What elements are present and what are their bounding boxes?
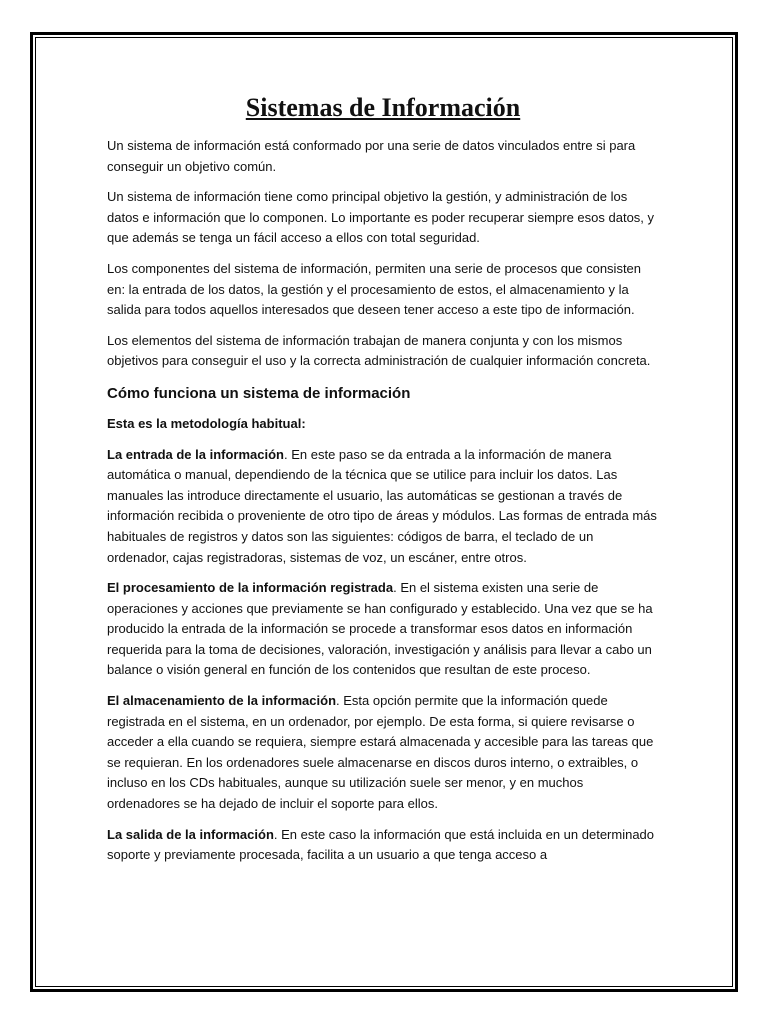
intro-paragraph-2: Un sistema de información tiene como principal objetivo la gestión, y administración de los datos e información que lo componen. Lo importante es poder recuperar siempre esos datos, y que además se tenga un fácil acceso a ellos con total seguridad. [107,189,655,246]
document-title: Sistemas de Información [245,93,521,122]
step-term: La salida de la información [107,826,274,842]
intro-paragraph-1: Un sistema de información está conformado por una serie de datos vinculados entre si para conseguir un objetivo común. [107,138,636,174]
step-paragraph-4 [107,825,659,866]
step-text: . En este paso se da entrada a la información de manera automática o manual, dependiendo de la técnica que se utilice para incluir los datos. Las manuales las introduce directamente el usuario, las automáticas se gestionan a través de información recibida o proveniente de otro tipo de áreas y módulos. Las formas de entrada más habituales de registros y datos son las siguientes: códigos de barra, el teclado de un ordenador, cajas registradoras, sistemas de voz, un escáner, entre otros. [107,446,657,565]
step-text: . Esta opción permite que la información quede registrada en el sistema, en un ordenador, por ejemplo. De esta forma, si quiere revisarse o acceder a ella cuando se requiera, siempre estará almacenada y accesible para las tareas que se requieran. En los ordenadores suele almacenarse en discos duros interno, o extraibles, o incluso en los CDs habituales, aunque su utilización suele ser menor, y en muchos ordenadores se ha dejado de incluir el soporte para ellos. [107,693,654,812]
step-paragraph-1 [107,445,659,569]
section-heading: Cómo funciona un sistema de información [107,384,411,402]
step-text: . En este caso la información que está incluida en un determinado soporte y previamente procesada, facilita a un usuario a que tenga acceso a [107,826,655,863]
step-paragraph-3 [107,691,659,815]
step-term: El almacenamiento de la información [107,693,337,709]
intro-paragraph-3: Los componentes del sistema de información, permiten una serie de procesos que consisten en: la entrada de los datos, la gestión y el procesamiento de estos, el almacenamiento y la salida para todos aquellos interesados que deseen tener acceso a este tipo de información. [107,260,642,318]
step-term: La entrada de la información [107,446,284,462]
document-body [107,92,659,876]
step-paragraph-2 [107,578,659,681]
step-text: . En el sistema existen una serie de operaciones y acciones que previamente se han configurado y establecido. Una vez que se ha producido la entrada de la información se procede a transformar esos datos en información requerida para la toma de decisiones, valoración, investigación y análisis para llevar a cabo un balance o visión general en función de los contenidos que resultan de este proceso. [107,580,653,678]
intro-paragraph-4: Los elementos del sistema de información trabajan de manera conjunta y con los mismos objetivos para conseguir el uso y la correcta administración de cualquier información concreta. [107,332,651,369]
methodology-label: Esta es la metodología habitual: [107,415,306,431]
step-term: El procesamiento de la información registrada [107,580,394,596]
